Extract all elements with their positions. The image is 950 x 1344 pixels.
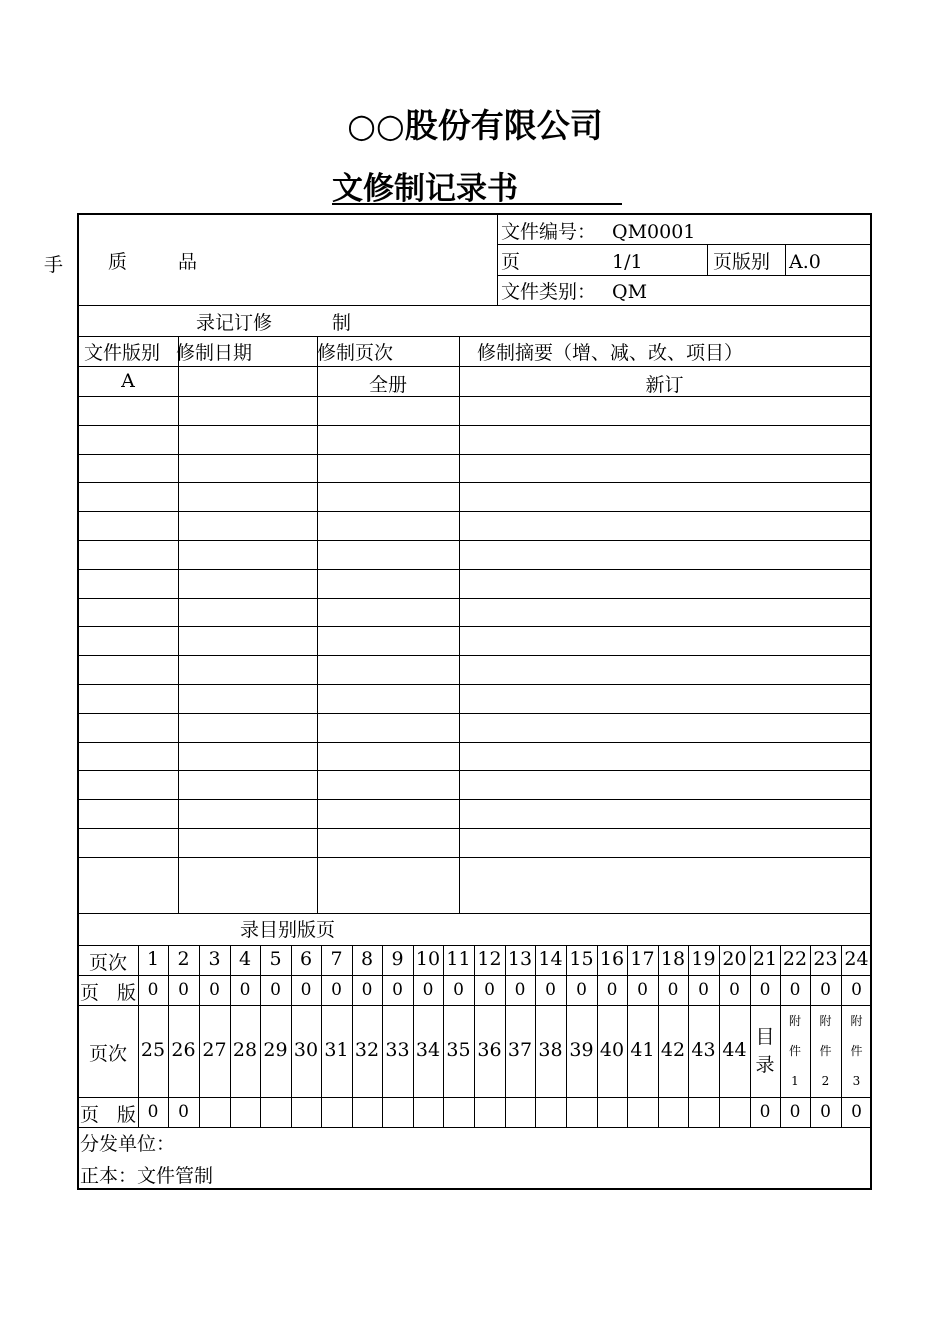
appendix-label: 附 [819,1014,832,1028]
page-number-cell: 17 [630,948,655,970]
version-value-cell: 0 [209,980,220,1000]
pages-column-line [352,945,353,1127]
version-value-cell: 0 [851,1102,862,1122]
page-number-cell: 14 [538,948,563,970]
pages-column-line [260,945,261,1127]
pages-column-line [535,945,536,1127]
version-value-cell: 0 [300,980,312,1000]
version-value-cell: 0 [178,1102,189,1122]
page-number-cell: 42 [660,1039,686,1061]
pages-column-line [382,945,383,1127]
pages-column-line [168,945,169,1127]
pages-column-line [321,945,322,1127]
page-number-cell: 7 [330,948,343,970]
appendix-label: 附 [850,1014,863,1028]
doc-number-value: QM0001 [612,221,696,243]
version-value-cell: 0 [637,980,648,1000]
page-number-cell: 34 [415,1039,441,1061]
doc-number-label: 文件编号： [501,221,597,243]
table-row-line [77,913,872,914]
col-pages-header: 修制页次 [317,342,394,364]
table-row-line [77,799,872,800]
table-row-line [77,540,872,541]
table-row-line [77,569,872,570]
header-divider [707,244,708,275]
version-value-cell: 0 [789,980,801,1000]
page-label: 页 [501,251,521,273]
pages-column-line [291,945,292,1127]
category-label: 文件类别： [501,281,597,303]
page-number-cell: 9 [391,948,404,970]
page-number-cell: 13 [507,948,533,970]
pages-column-line [138,945,139,1127]
row-label-version-a: 页 [80,982,100,1004]
header-divider [497,213,498,305]
version-value-cell: 0 [576,980,587,1000]
first-row-pages: 全册 [368,374,407,396]
version-value-cell: 0 [239,980,251,1000]
first-row-version: A [121,370,135,392]
page-number-cell: 38 [538,1039,563,1061]
page-number-cell: 40 [599,1039,625,1061]
page-number-cell: 33 [385,1039,410,1061]
page-number-cell: 8 [360,948,374,970]
table-row-line [77,828,872,829]
row-label-page-no: 页次 [88,952,127,974]
page-number-cell: 25 [140,1039,166,1061]
pages-column-line [413,945,414,1127]
table-row-line [77,857,872,858]
version-value-cell: 0 [453,980,464,1000]
appendix-label: 件 [788,1044,801,1058]
table-row-line [77,770,872,771]
pages-column-line [505,945,506,1127]
row-label-version-b: 版 [116,982,136,1004]
col-date-header: 修制日期 [176,342,253,364]
table-column-line [459,336,460,913]
page-number-cell: 36 [477,1039,502,1061]
version-value-cell: 0 [698,980,709,1000]
version-value-cell: 0 [789,1102,801,1122]
page-number-cell: 30 [293,1039,319,1061]
company-name: ○○股份有限公司 [347,106,603,145]
col-summary-header: 修制摘要（增、减、改、项目） [477,342,744,364]
page-number-cell: 19 [691,948,716,970]
pages-table-title: 录目别版页 [240,919,336,941]
first-row-summary: 新订 [645,374,684,396]
version-value-cell: 0 [667,980,679,1000]
table-row-line [77,425,872,426]
page-number-cell: 10 [415,948,441,970]
table-row-line [77,684,872,685]
version-value-cell: 0 [422,980,434,1000]
page-number-cell: 21 [752,948,778,970]
row-label-version-c: 页 [80,1104,100,1126]
row-label-version-d: 版 [116,1104,136,1126]
appendix-label: 3 [852,1074,861,1088]
table-row-line [77,655,872,656]
version-value-cell: 0 [514,980,526,1000]
version-value-cell: 0 [545,980,556,1000]
page-number-cell: 35 [446,1039,471,1061]
contents-label: 目 [755,1026,775,1048]
document-title: 文修制记录书 [332,163,622,205]
version-value-cell: 0 [759,980,771,1000]
page-number-cell: 15 [569,948,594,970]
page-number-cell: 28 [232,1039,258,1061]
page-number-cell: 27 [202,1039,227,1061]
pages-column-line [627,945,628,1127]
version-value-cell: 0 [729,980,740,1000]
page-number-cell: 24 [844,948,869,970]
table-row-line [77,742,872,743]
version-value-cell: 0 [820,980,831,1000]
page-number-cell: 2 [177,948,190,970]
page-number-cell: 22 [782,948,808,970]
version-value-cell: 0 [147,980,159,1000]
edition-value: A.0 [789,251,821,273]
page-number-cell: 1 [146,948,160,970]
page-number-cell: 32 [354,1039,380,1061]
version-value-cell: 0 [606,980,618,1000]
pages-column-line [688,945,689,1127]
appendix-label: 1 [791,1074,799,1088]
original-copy-label: 正本：文件管制 [80,1165,214,1187]
appendix-label: 2 [821,1074,830,1088]
page-value: 1/1 [612,251,643,273]
pages-column-line [719,945,720,1127]
page-number-cell: 43 [691,1039,716,1061]
page-number-cell: 4 [238,948,252,970]
table-row-line [77,482,872,483]
table-row-line [77,713,872,714]
appendix-label: 件 [819,1044,832,1058]
version-value-cell: 0 [392,980,403,1000]
version-value-cell: 0 [178,980,189,1000]
page-number-cell: 41 [630,1039,655,1061]
pages-column-line [443,945,444,1127]
table-row-line [77,396,872,397]
page-number-cell: 29 [263,1039,288,1061]
product-label: 品 [178,251,198,273]
table-column-line [317,336,318,913]
version-value-cell: 0 [331,980,342,1000]
record-title-suffix: 制 [332,312,352,334]
appendix-label: 附 [788,1014,801,1028]
table-row-line [77,366,872,367]
page-number-cell: 20 [722,948,747,970]
version-value-cell: 0 [851,980,862,1000]
side-label: 手 [44,254,64,276]
pages-column-line [230,945,231,1127]
version-value-cell: 0 [147,1102,159,1122]
quality-label: 质 [108,251,128,273]
page-number-cell: 31 [324,1039,349,1061]
pages-row-line [77,1127,872,1128]
category-value: QM [612,281,648,303]
col-version-header: 文件版别 [84,342,161,364]
page-number-cell: 26 [171,1039,196,1061]
version-value-cell: 0 [484,980,495,1000]
header-divider [785,244,786,275]
page-number-cell: 11 [446,948,471,970]
pages-column-line [597,945,598,1127]
version-value-cell: 0 [270,980,281,1000]
appendix-label: 件 [850,1044,863,1058]
section-line [77,305,872,306]
pages-column-line [658,945,659,1127]
table-row-line [77,511,872,512]
page-number-cell: 5 [269,948,282,970]
table-column-line [178,336,179,913]
page-number-cell: 39 [569,1039,594,1061]
page-number-cell: 37 [507,1039,533,1061]
pages-column-line [474,945,475,1127]
pages-column-line [566,945,567,1127]
table-row-line [77,454,872,455]
version-value-cell: 0 [361,980,373,1000]
page-number-cell: 3 [208,948,221,970]
table-row-line [77,626,872,627]
page-number-cell: 23 [813,948,838,970]
page-number-cell: 16 [599,948,625,970]
version-value-cell: 0 [820,1102,831,1122]
page-number-cell: 18 [660,948,686,970]
pages-column-line [199,945,200,1127]
table-row-line [77,598,872,599]
version-value-cell: 0 [759,1102,771,1122]
page-number-cell: 44 [722,1039,747,1061]
page-number-cell: 12 [477,948,502,970]
contents-label: 录 [755,1054,775,1076]
section-line [77,336,872,337]
record-title: 录记订修 [196,312,273,334]
edition-label: 页版别 [713,251,771,273]
row-label-page-no-2: 页次 [88,1043,127,1065]
page-number-cell: 6 [299,948,313,970]
distribution-unit-label: 分发单位： [80,1133,176,1155]
